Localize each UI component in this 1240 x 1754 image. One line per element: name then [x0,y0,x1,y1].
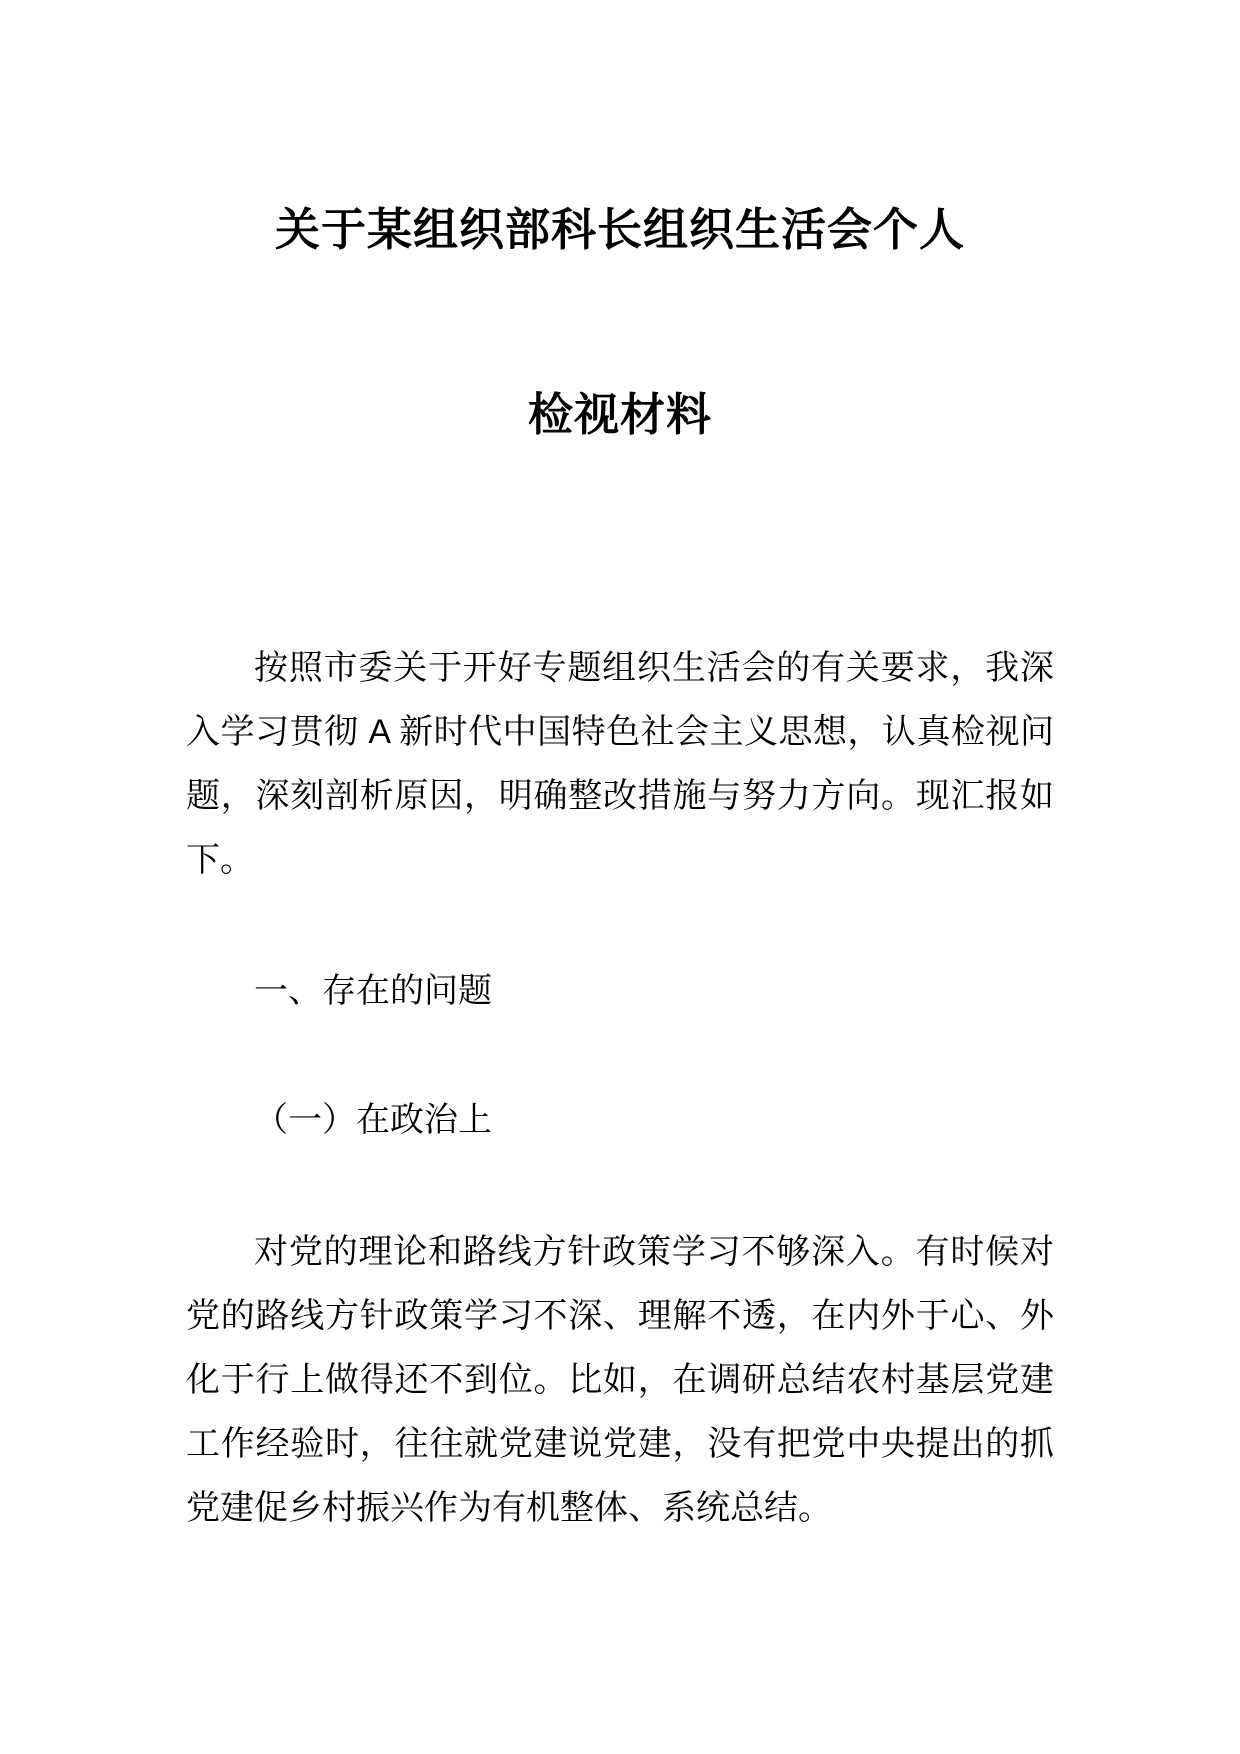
text-line: 一、存在的问题 [254,972,492,1010]
paragraph [186,636,1054,892]
document-title-line-2: 检视材料 [527,389,712,440]
text-line: 下。 [186,841,254,879]
paragraph [186,1220,1054,1540]
text-line: 党建促乡村振兴作为有机整体、系统总结。 [186,1489,832,1527]
text-line: 化于行上做得还不到位。比如，在调研总结农村基层党建 [186,1361,1054,1399]
section-heading [186,1088,1054,1152]
text-line: 党的路线方针政策学习不深、理解不透，在内外于心、外 [186,1297,1054,1335]
document-body [186,636,1054,1540]
text-line: 入学习贯彻 A 新时代中国特色社会主义思想，认真检视问 [186,713,1054,751]
text-line: 题，深刻剖析原因，明确整改措施与努力方向。现汇报如 [186,777,1054,815]
text-line: 工作经验时，往往就党建说党建，没有把党中央提出的抓 [186,1425,1054,1463]
text-line: （一）在政治上 [254,1101,492,1139]
document-title-line-1: 关于某组织部科长组织生活会个人 [274,204,965,255]
section-heading [186,959,1054,1023]
text-line: 按照市委关于开好专题组织生活会的有关要求，我深 [254,649,1054,687]
text-line: 对党的理论和路线方针政策学习不够深入。有时候对 [254,1233,1054,1271]
